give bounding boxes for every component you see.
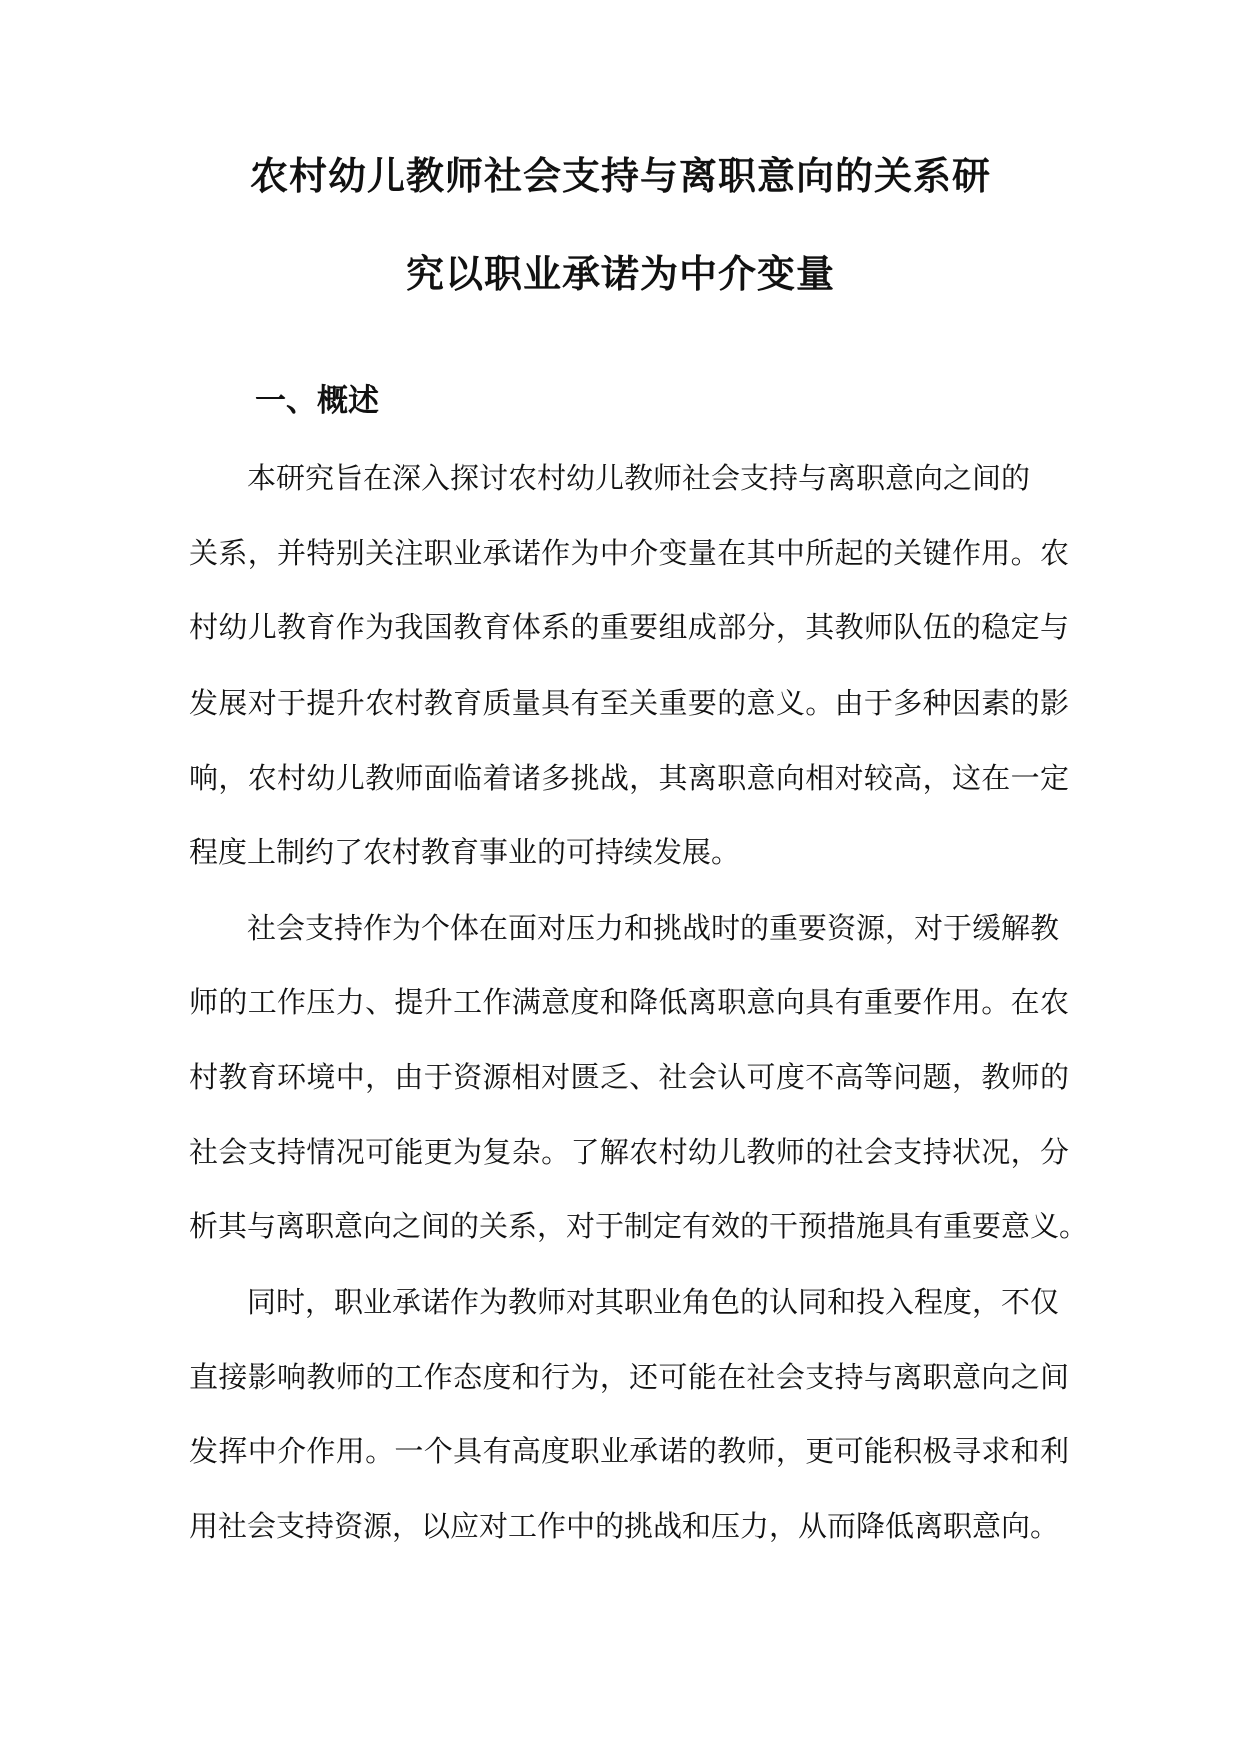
section-heading: 一、概述 — [255, 383, 379, 419]
paragraph-1-line-3: 村幼儿教育作为我国教育体系的重要组成部分，其教师队伍的稳定与 — [189, 610, 1069, 644]
paragraph-2-line-5: 析其与离职意向之间的关系，对于制定有效的干预措施具有重要意义。 — [189, 1209, 1089, 1243]
paragraph-3-line-3: 发挥中介作用。一个具有高度职业承诺的教师，更可能积极寻求和利 — [189, 1434, 1069, 1468]
paragraph-2-line-3: 村教育环境中，由于资源相对匮乏、社会认可度不高等问题，教师的 — [189, 1060, 1069, 1094]
paragraph-3-line-1: 同时，职业承诺作为教师对其职业角色的认同和投入程度，不仅 — [247, 1285, 1060, 1319]
paragraph-2-line-1: 社会支持作为个体在面对压力和挑战时的重要资源，对于缓解教 — [247, 911, 1060, 945]
document-title-line-1: 农村幼儿教师社会支持与离职意向的关系研 — [249, 154, 991, 198]
paragraph-1-line-6: 程度上制约了农村教育事业的可持续发展。 — [189, 835, 741, 869]
paragraph-1-line-4: 发展对于提升农村教育质量具有至关重要的意义。由于多种因素的影 — [189, 686, 1069, 720]
paragraph-2-line-4: 社会支持情况可能更为复杂。了解农村幼儿教师的社会支持状况，分 — [189, 1135, 1069, 1169]
paragraph-1-line-1: 本研究旨在深入探讨农村幼儿教师社会支持与离职意向之间的 — [247, 461, 1031, 495]
paragraph-1-line-5: 响，农村幼儿教师面临着诸多挑战，其离职意向相对较高，这在一定 — [189, 761, 1069, 795]
paragraph-3-line-4: 用社会支持资源，以应对工作中的挑战和压力，从而降低离职意向。 — [189, 1509, 1060, 1543]
paragraph-1-line-2: 关系，并特别关注职业承诺作为中介变量在其中所起的关键作用。农 — [189, 536, 1069, 570]
paragraph-2-line-2: 师的工作压力、提升工作满意度和降低离职意向具有重要作用。在农 — [189, 985, 1069, 1019]
paragraph-3-line-2: 直接影响教师的工作态度和行为，还可能在社会支持与离职意向之间 — [189, 1360, 1069, 1394]
document-title-line-2: 究以职业承诺为中介变量 — [405, 252, 835, 296]
